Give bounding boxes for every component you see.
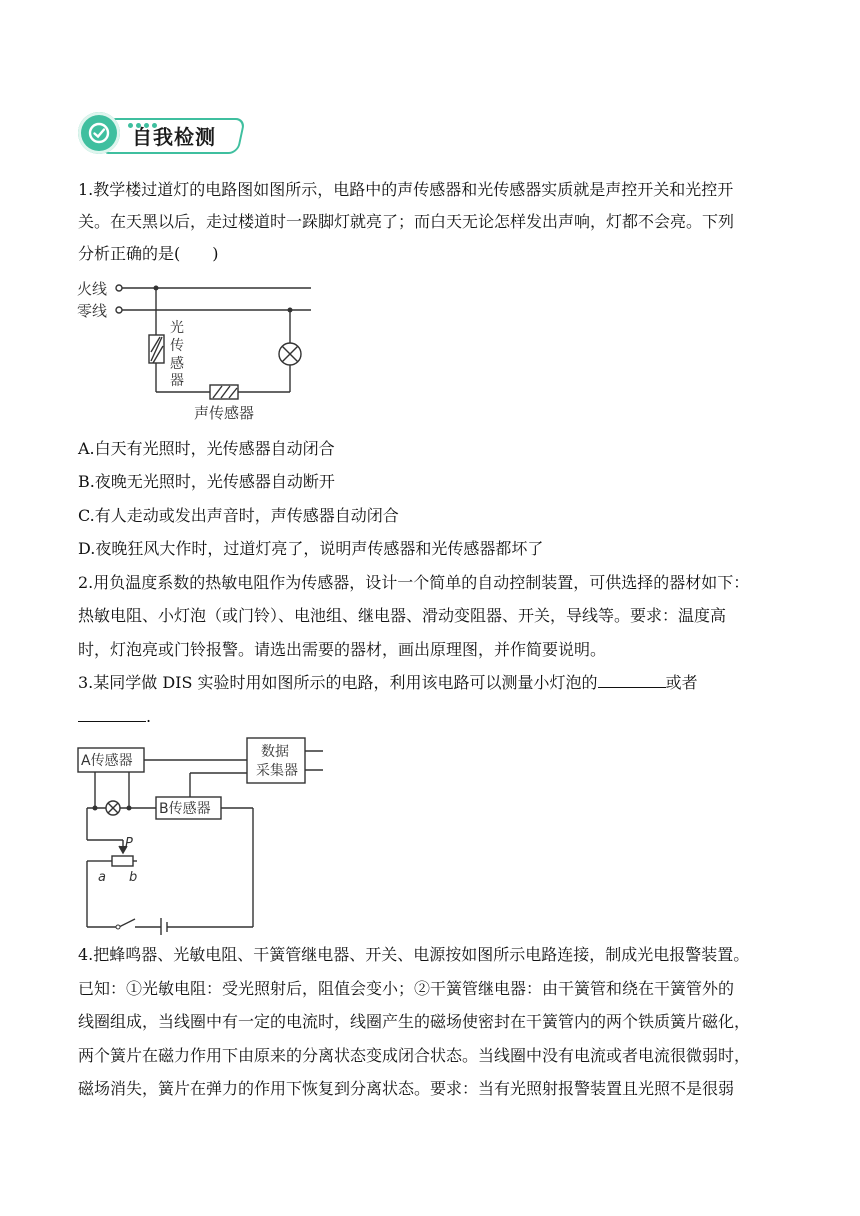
- section-title: 自我检测: [132, 125, 216, 149]
- q1-line-3: 分析正确的是( ): [78, 244, 219, 263]
- sensor-b-label: B传感器: [159, 801, 211, 817]
- q4-line-1: 4.把蜂鸣器、光敏电阻、干簧管继电器、开关、电源按如图所示电路连接，制成光电报警装置。: [78, 945, 750, 964]
- q4-line-2: 已知：①光敏电阻：受光照射后，阻值会变小；②干簧管继电器：由干簧管和绕在干簧管外的: [78, 979, 735, 998]
- section-header: [78, 110, 248, 158]
- neutral-wire-label: 零线: [77, 302, 108, 320]
- q3-text: 3.某同学做 DIS 实验时用如图所示的电路，利用该电路可以测量小灯泡的: [78, 673, 598, 692]
- q1-line-2: 关。在天黑以后，走过楼道时一跺脚灯就亮了；而白天无论怎样发出声响，灯都不会亮。下列: [78, 212, 735, 231]
- check-icon: [78, 112, 120, 154]
- q1-circuit-diagram: [75, 272, 335, 424]
- answer-blank-1[interactable]: [598, 669, 666, 688]
- sound-sensor-label: 声传感器: [194, 404, 255, 422]
- q2-line-2: 热敏电阻、小灯泡（或门铃）、电池组、继电器、滑动变阻器、开关，导线等。要求：温度高: [78, 606, 727, 625]
- light-sensor-label-4: 器: [170, 373, 184, 389]
- light-sensor-label-2: 传: [170, 338, 184, 354]
- q3-circuit-diagram: [75, 735, 335, 935]
- q2-line-3: 时，灯泡亮或门铃报警。请选出需要的器材，画出原理图，并作简要说明。: [78, 640, 607, 659]
- q3-or: 或者: [665, 673, 698, 692]
- sensor-a-label: A传感器: [81, 753, 133, 769]
- q1-line-1: 1.教学楼过道灯的电路图如图所示，电路中的声传感器和光传感器实质就是声控开关和光控开: [78, 180, 734, 199]
- data-collector-label-1: 数据: [261, 744, 289, 760]
- light-sensor-label-3: 感: [170, 356, 184, 372]
- q4-line-3: 线圈组成，当线圈中有一定的电流时，线圈产生的磁场使密封在干簧管内的两个铁质簧片磁化，: [78, 1012, 751, 1031]
- q2-line-1: 2.用负温度系数的热敏电阻作为传感器，设计一个简单的自动控制装置，可供选择的器材如下：: [78, 573, 750, 592]
- live-wire-label: 火线: [77, 280, 108, 298]
- q4-line-5: 磁场消失，簧片在弹力的作用下恢复到分离状态。要求：当有光照射报警装置且光照不是很弱: [78, 1079, 735, 1098]
- end-b-label: b: [129, 870, 138, 885]
- q3-line-1: [78, 667, 698, 699]
- q4-line-4: 两个簧片在磁力作用下由原来的分离状态变成闭合状态。当线圈中没有电流或者电流很微弱时，: [78, 1046, 751, 1065]
- slider-p-label: P: [125, 836, 133, 851]
- q1-option-b: B.夜晚无光照时，光传感器自动断开: [78, 472, 335, 491]
- light-sensor-label-1: 光: [170, 320, 184, 336]
- q1-option-c: C.有人走动或发出声音时，声传感器自动闭合: [78, 506, 399, 525]
- q3-period: .: [146, 707, 152, 726]
- data-collector-label-2: 采集器: [256, 763, 298, 779]
- q3-line-2: [78, 701, 151, 733]
- answer-blank-2[interactable]: [78, 703, 146, 722]
- q1-option-d: D.夜晚狂风大作时，过道灯亮了，说明声传感器和光传感器都坏了: [78, 539, 544, 558]
- end-a-label: a: [98, 870, 106, 885]
- q1-option-a: A.白天有光照时，光传感器自动闭合: [78, 439, 335, 458]
